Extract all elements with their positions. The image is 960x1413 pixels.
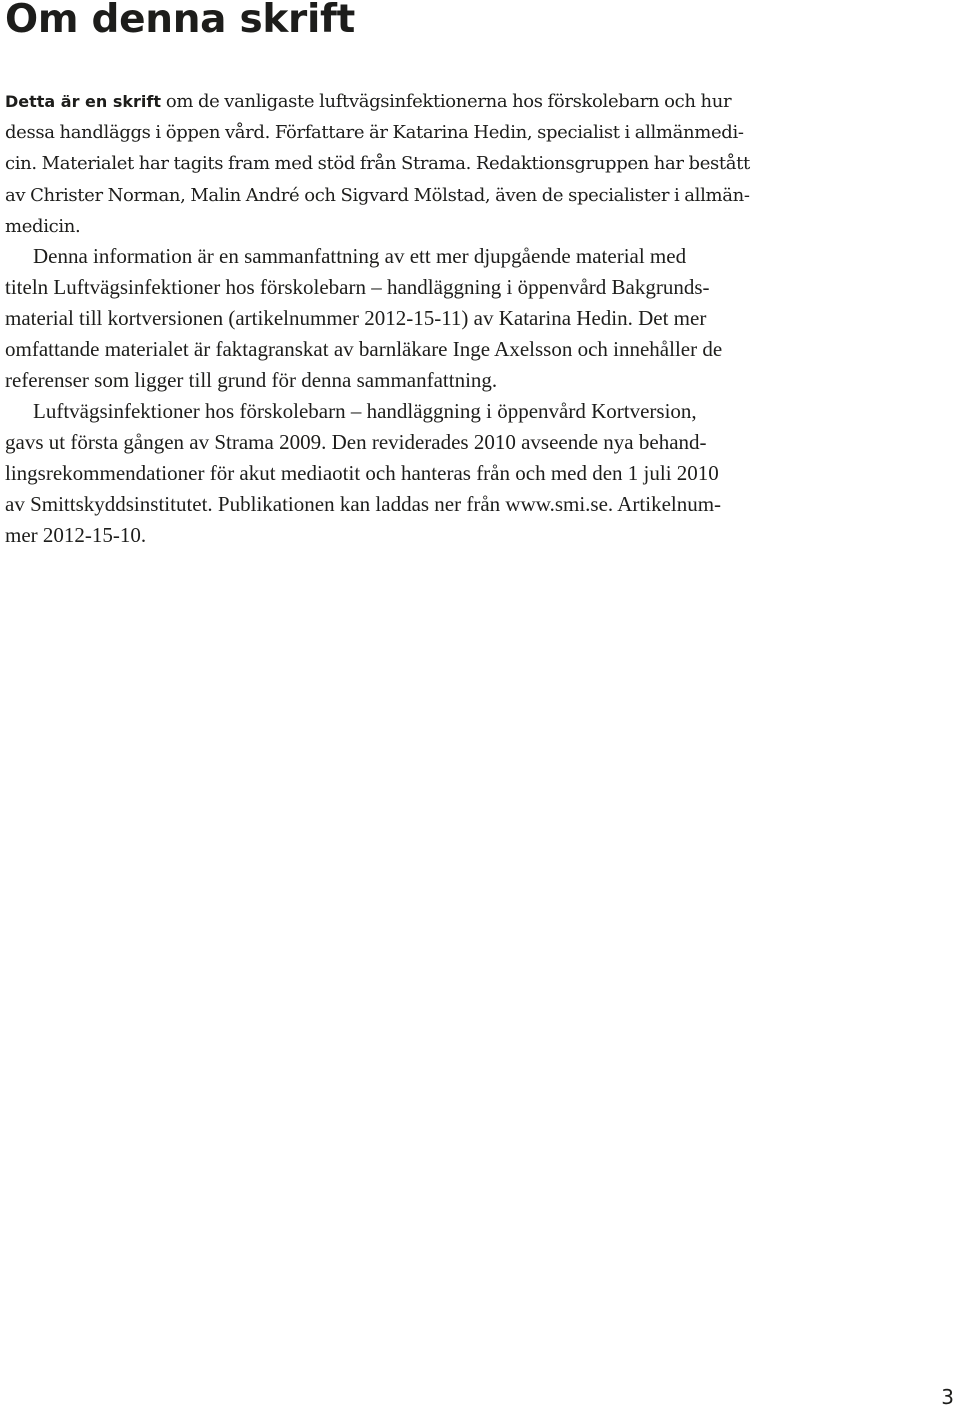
text-line — [5, 86, 805, 117]
text-line: gavs ut första gången av Strama 2009. Den reviderades 2010 avseende nya behand- — [5, 430, 707, 454]
text-line: av Christer Norman, Malin André och Sigvard Mölstad, även de specialister i allmän- — [5, 184, 750, 206]
text-line: Denna information är en sammanfattning av ett mer djupgående material med — [33, 244, 687, 268]
text-line: referenser som ligger till grund för denna sammanfattning. — [5, 368, 498, 392]
text-line-content: om de vanligaste luftvägsinfektionerna hos förskolebarn och hur — [161, 91, 732, 112]
text-line: medicin. — [5, 215, 81, 237]
intro-lead: Detta är en skrift — [5, 92, 162, 111]
intro-paragraph — [5, 86, 805, 242]
text-line: material till kortversionen (artikelnummer 2012-15-11) av Katarina Hedin. Det mer — [5, 306, 707, 330]
text-line: Luftvägsinfektioner hos förskolebarn – handläggning i öppenvård Kortversion, — [33, 399, 697, 423]
text-line: dessa handläggs i öppen vård. Författare är Katarina Hedin, specialist i allmänmedi- — [5, 122, 744, 144]
text-line: titeln Luftvägsinfektioner hos förskolebarn – handläggning i öppenvård Bakgrunds- — [5, 275, 710, 299]
text-line: av Smittskyddsinstitutet. Publikationen kan laddas ner från www.smi.se. Artikelnum- — [5, 492, 722, 516]
body-paragraphs — [5, 241, 805, 551]
text-line: lingsrekommendationer för akut mediaotit och hanteras från och med den 1 juli 2010 — [5, 461, 719, 485]
text-line: omfattande materialet är faktagranskat av barnläkare Inge Axelsson och innehåller de — [5, 337, 723, 361]
text-line: mer 2012-15-10. — [5, 523, 147, 547]
page-number: 3 — [941, 1385, 954, 1409]
text-line: cin. Materialet har tagits fram med stöd från Strama. Redaktionsgruppen har bestått — [5, 153, 750, 175]
page-title: Om denna skrift — [5, 0, 356, 42]
